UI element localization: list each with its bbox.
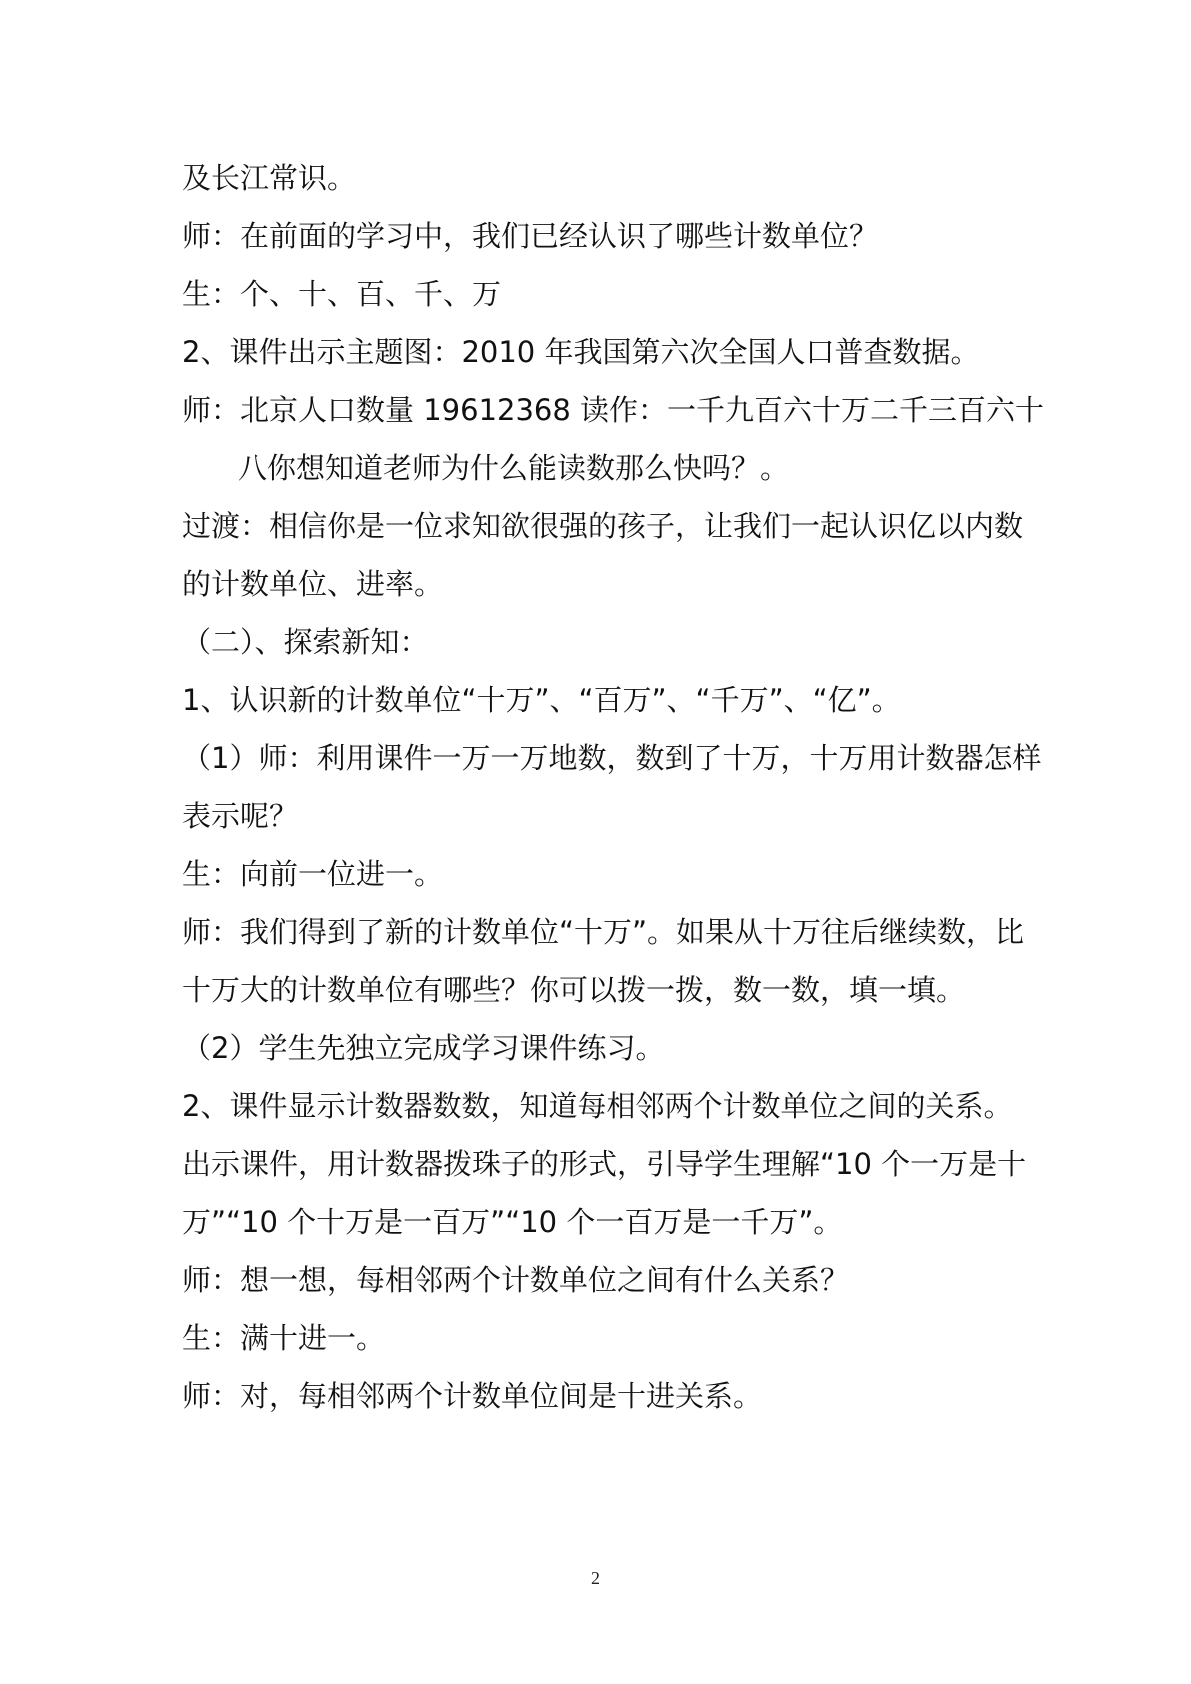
text-line: 万”“10 个十万是一百万”“10 个一百万是一千万”。 <box>182 1205 843 1239</box>
page-number: 2 <box>591 1568 600 1588</box>
text-line: 过渡：相信你是一位求知欲很强的孩子，让我们一起认识亿以内数 <box>182 509 1024 543</box>
text-line: 的计数单位、进率。 <box>182 567 444 601</box>
text-line: 出示课件，用计数器拨珠子的形式，引导学生理解“10 个一万是十 <box>182 1147 1027 1181</box>
text-line: 师：我们得到了新的计数单位“十万”。如果从十万往后继续数，比 <box>182 915 1025 949</box>
section-heading: （二）、探索新知： <box>182 625 429 659</box>
text-line: 1、认识新的计数单位“十万”、“百万”、“千万”、“亿”。 <box>182 683 901 717</box>
text-line: 及长江常识。 <box>182 161 357 195</box>
text-line: 2、课件出示主题图：2010 年我国第六次全国人口普查数据。 <box>182 335 980 369</box>
text-line: 师：北京人口数量 19612368 读作：一千九百六十万二千三百六十 <box>182 393 1045 427</box>
text-line: 师：想一想，每相邻两个计数单位之间有什么关系？ <box>182 1263 850 1297</box>
text-line: 2、课件显示计数器数数，知道每相邻两个计数单位之间的关系。 <box>182 1089 1013 1123</box>
text-line: 师：在前面的学习中，我们已经认识了哪些计数单位？ <box>182 219 879 253</box>
text-line: 十万大的计数单位有哪些？你可以拨一拨，数一数，填一填。 <box>182 973 966 1007</box>
text-line: （2）学生先独立完成学习课件练习。 <box>182 1031 665 1065</box>
text-line: 生：个、十、百、千、万 <box>182 277 502 311</box>
text-line: 生：向前一位进一。 <box>182 857 444 891</box>
text-line: 八你想知道老师为什么能读数那么快吗？。 <box>238 451 790 485</box>
text-line: （1）师：利用课件一万一万地数，数到了十万，十万用计数器怎样 <box>182 741 1042 775</box>
text-line: 生：满十进一。 <box>182 1321 386 1355</box>
text-line: 表示呢？ <box>182 799 299 833</box>
text-line: 师：对，每相邻两个计数单位间是十进关系。 <box>182 1379 763 1413</box>
